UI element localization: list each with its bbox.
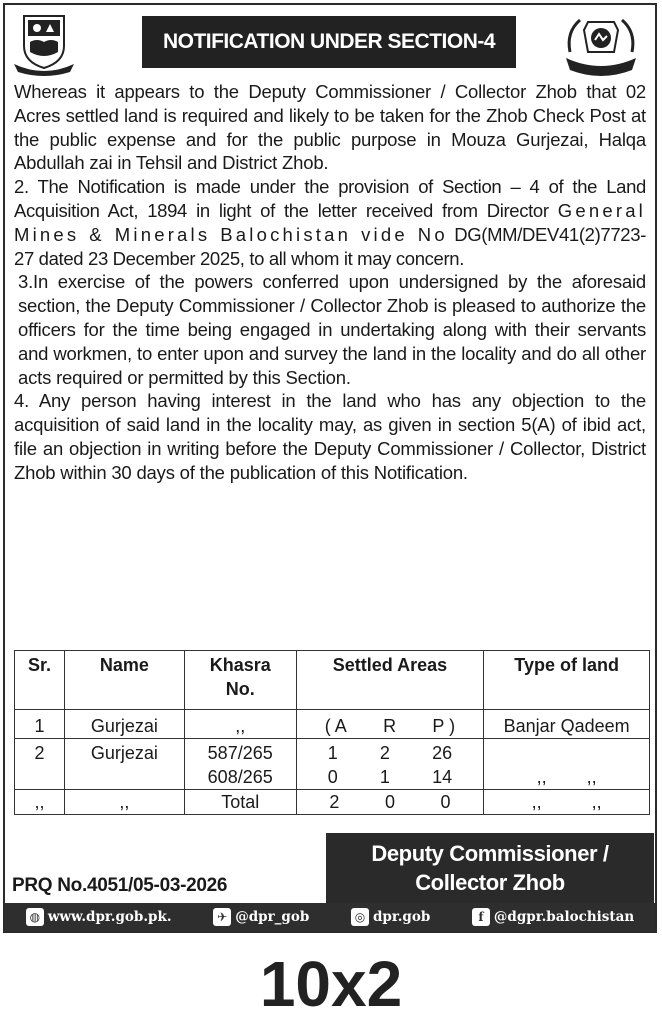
signature-line-2: Collector Zhob <box>415 870 565 895</box>
cell-acre: 0 <box>327 767 338 787</box>
paragraph-2 <box>14 175 646 270</box>
cell-sr <box>15 765 65 790</box>
footer-bar <box>5 903 655 931</box>
cell-areas <box>296 739 484 766</box>
cell-areas <box>296 710 484 739</box>
twitter-icon: ✈ <box>213 908 231 926</box>
cell-sr: 2 <box>15 739 65 766</box>
paragraph-4: 4. Any person having interest in the land who has any objection to the acquisition of said land in the locality may, as given in section 5(A) of ibid act, file an objection in writing before the Deputy Commissioner / Collector, District Zhob within 30 days of the publication of this Notification. <box>14 390 646 483</box>
balochistan-emblem-icon <box>10 12 78 78</box>
cell-rood: 2 <box>379 743 390 763</box>
paragraph-2-part-1: 2. The Notification is made under the provision of Section – 4 of the Land Acquisition Act, 1894 in light of the letter received from Director <box>14 176 646 221</box>
header-name: Name <box>64 651 184 710</box>
land-table <box>14 650 650 815</box>
header-sr: Sr. <box>15 651 65 710</box>
dgpr-emblem-icon <box>562 12 640 78</box>
cell-type <box>484 739 650 766</box>
cell-rood: R <box>383 716 397 736</box>
cell-name: Gurjezai <box>64 739 184 766</box>
cell-acre: 1 <box>327 743 338 763</box>
instagram-icon: ◎ <box>351 908 369 926</box>
notification-title: NOTIFICATION UNDER SECTION-4 <box>142 16 516 68</box>
cell-name: Gurjezai <box>64 710 184 739</box>
facebook-icon: f <box>472 908 490 926</box>
cell-perch: P ) <box>432 716 456 736</box>
cell-sr: ,, <box>15 790 65 815</box>
cell-acre: ( A <box>324 716 347 736</box>
footer-website[interactable] <box>26 908 172 926</box>
prq-number: PRQ No.4051/05-03-2026 <box>12 875 228 896</box>
paragraph-1: Whereas it appears to the Deputy Commissioner / Collector Zhob that 02 Acres settled land is required and likely to be taken for the Zhob Check Post at the public expense and for the public purpose in Mouza Gurjezai, Halqa Abdullah zai in Tehsil and District Zhob. <box>14 81 646 174</box>
signature-block <box>326 833 654 903</box>
header-khasra-line-2: No. <box>225 679 255 699</box>
table-header-row <box>15 651 650 710</box>
ad-size-label: 10x2 <box>259 948 403 1020</box>
header-khasra <box>184 651 296 710</box>
table-row <box>15 710 650 739</box>
cell-khasra: 608/265 <box>184 765 296 790</box>
signature-line-1: Deputy Commissioner / <box>371 841 609 866</box>
footer-facebook[interactable] <box>472 908 634 926</box>
footer-instagram[interactable] <box>351 908 430 926</box>
cell-perch: 14 <box>432 767 453 787</box>
cell-khasra: 587/265 <box>184 739 296 766</box>
cell-type: ,, ,, <box>484 765 650 790</box>
cell-acre: 2 <box>329 792 340 812</box>
header-settled-areas: Settled Areas <box>296 651 484 710</box>
paragraph-2-part-3: DG(MM/DEV41(2)7723-27 dated 23 December 2025, to all whom it may concern. <box>14 223 646 269</box>
cell-rood: 1 <box>379 767 390 787</box>
table-row-total <box>15 790 650 815</box>
footer-facebook-text: @dgpr.balochistan <box>493 909 635 925</box>
table-row <box>15 765 650 790</box>
header-type-of-land: Type of land <box>484 651 650 710</box>
cell-sr: 1 <box>15 710 65 739</box>
notification-body <box>14 80 646 485</box>
cell-rood: 0 <box>384 792 395 812</box>
paragraph-3: 3.In exercise of the powers conferred upon undersigned by the aforesaid section, the Deputy Commissioner / Collector Zhob is pleased to authorize the officers for the time being engaged in undertaking along with their servants and workmen, to enter upon and survey the land in the locality and do all other acts required or permitted by this Section. <box>18 271 646 388</box>
cell-type: ,, ,, <box>484 790 650 815</box>
header-khasra-line-1: Khasra <box>209 655 271 675</box>
table-row <box>15 739 650 766</box>
cell-areas <box>296 790 484 815</box>
cell-areas <box>296 765 484 790</box>
cell-perch: 0 <box>440 792 451 812</box>
footer-twitter-text: @dpr_gob <box>235 909 310 925</box>
footer-twitter[interactable] <box>213 908 309 926</box>
globe-icon: ◍ <box>26 908 44 926</box>
footer-instagram-text: dpr.gob <box>372 909 431 925</box>
cell-name <box>64 765 184 790</box>
cell-khasra: Total <box>184 790 296 815</box>
cell-type: Banjar Qadeem <box>484 710 650 739</box>
paragraph-2-part-2: General Mines & Minerals Balochistan vide No <box>14 199 646 245</box>
footer-website-text: www.dpr.gob.pk. <box>47 909 172 925</box>
cell-perch: 26 <box>432 743 453 763</box>
cell-khasra: ,, <box>184 710 296 739</box>
cell-name: ,, <box>64 790 184 815</box>
